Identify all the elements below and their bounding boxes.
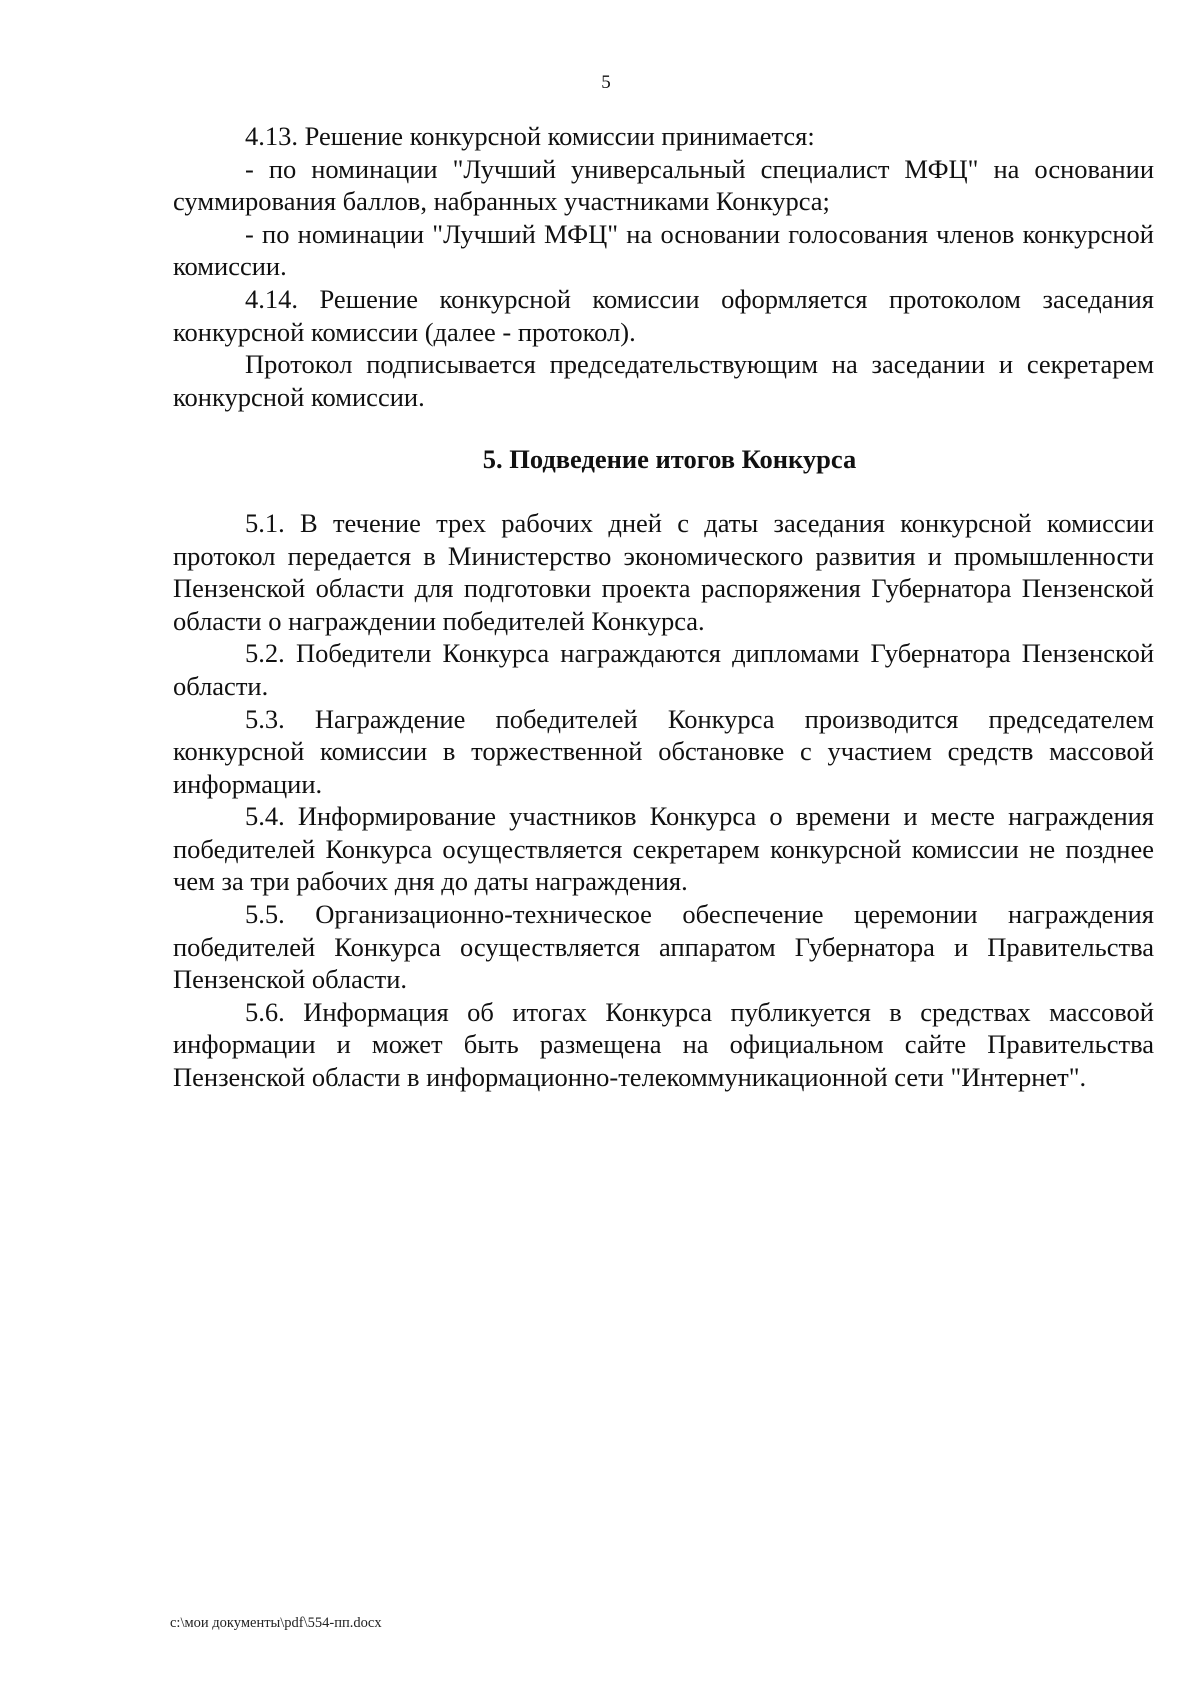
paragraph-4-13-item-1: - по номинации "Лучший универсальный специалист МФЦ" на основании суммирования баллов, набранных участниками Конкурса; (173, 153, 1154, 217)
paragraph-5-3: 5.3. Награждение победителей Конкурса производится председателем конкурсной комиссии в торжественной обстановке с участием средств массовой информации. (173, 703, 1154, 799)
paragraph-4-13-item-2: - по номинации "Лучший МФЦ" на основании голосования членов конкурсной комиссии. (173, 218, 1154, 282)
page-number: 5 (601, 72, 611, 93)
paragraph-5-6: 5.6. Информация об итогах Конкурса публикуется в средствах массовой информации и может быть размещена на официальном сайте Правительства Пензенской области в информационно-телекоммуникационной сети "Интернет". (173, 996, 1154, 1093)
paragraph-5-5: 5.5. Организационно-техническое обеспечение церемонии награждения победителей Конкурса осуществляется аппаратом Губернатора и Правительства Пензенской области. (173, 899, 1154, 995)
paragraph-4-14: 4.14. Решение конкурсной комиссии оформляется протоколом заседания конкурсной комиссии (далее - протокол). (173, 283, 1154, 347)
paragraph-5-2: 5.2. Победители Конкурса награждаются дипломами Губернатора Пензенской области. (173, 638, 1154, 701)
paragraph-5-4: 5.4. Информирование участников Конкурса о времени и месте награждения победителей Конкурса осуществляется секретарем конкурсной комиссии не позднее чем за три рабочих дня до даты награждения. (173, 801, 1154, 897)
paragraph-4-13: 4.13. Решение конкурсной комиссии принимается: (245, 121, 815, 151)
document-body (173, 120, 1154, 1094)
section-heading-5: 5. Подведение итогов Конкурса (482, 444, 857, 475)
paragraph-5-1: 5.1. В течение трех рабочих дней с даты заседания конкурсной комиссии протокол передается в Министерство экономического развития и промышленности Пензенской области для подготовки проекта распоряжения Губернатора Пензенской области о награждении победителей Конкурса. (173, 507, 1154, 636)
paragraph-protocol-signing: Протокол подписывается председательствующим на заседании и секретарем конкурсной комиссии. (173, 349, 1154, 412)
footer-file-path: c:\мои документы\pdf\554-пп.docx (170, 1615, 382, 1631)
